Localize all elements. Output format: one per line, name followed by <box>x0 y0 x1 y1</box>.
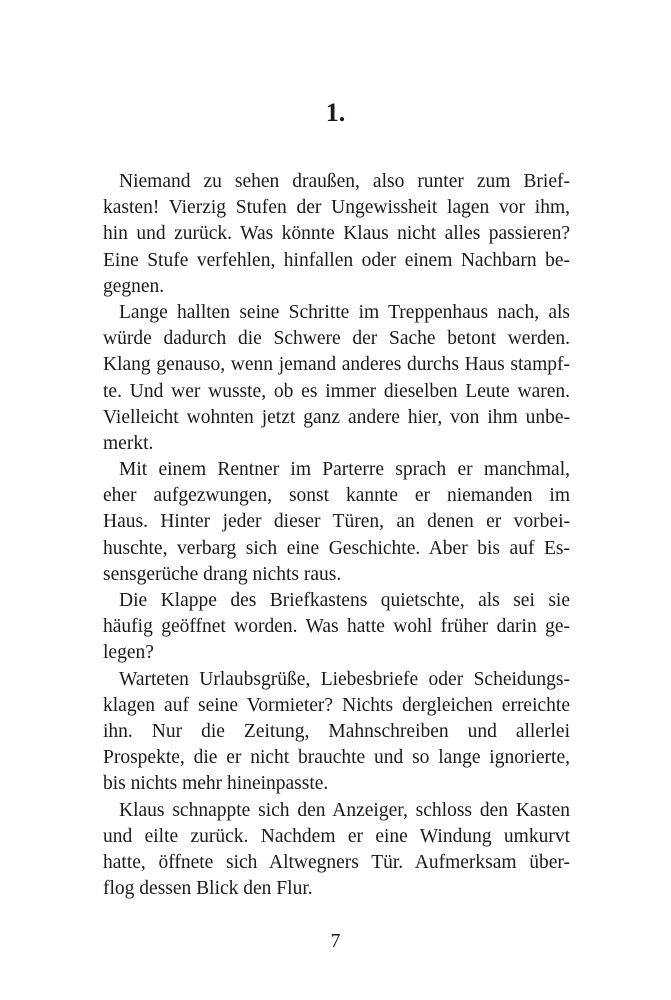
text-line: hin und zurück. Was könnte Klaus nicht alles passieren? <box>103 223 570 245</box>
text-line: legen? <box>103 642 154 664</box>
page-number: 7 <box>330 930 341 952</box>
text-line: Die Klappe des Briefkastens quietschte, als sei sie <box>119 590 570 611</box>
text-line: klagen auf seine Vormieter? Nichts dergleichen erreichte <box>103 694 570 716</box>
text-line: hatte, öffnete sich Altwegners Tür. Aufmerksam über- <box>103 851 570 873</box>
text-line: häufig geöffnet worden. Was hatte wohl früher darin ge- <box>103 616 570 638</box>
text-line: merkt. <box>103 432 154 454</box>
text-line: Vielleicht wohnten jetzt ganz andere hier, von ihm unbe- <box>103 406 570 428</box>
text-line: Haus. Hinter jeder dieser Türen, an denen er vorbei- <box>103 511 570 533</box>
text-line: bis nichts mehr hineinpasste. <box>103 773 329 795</box>
text-line: Klang genauso, wenn jemand anderes durchs Haus stampf- <box>103 354 570 376</box>
text-line: Prospekte, die er nicht brauchte und so lange ignorierte, <box>103 747 570 769</box>
text-line: Klaus schnappte sich den Anzeiger, schloss den Kasten <box>119 799 570 821</box>
text-line: Mit einem Rentner im Parterre sprach er manchmal, <box>119 459 570 481</box>
text-line: Niemand zu sehen draußen, also runter zum Brief- <box>119 171 570 192</box>
text-line: ihn. Nur die Zeitung, Mahnschreiben und allerlei <box>103 720 570 742</box>
text-line: flog dessen Blick den Flur. <box>103 878 313 900</box>
text-line: kasten! Vierzig Stufen der Ungewissheit lagen vor ihm, <box>103 197 570 219</box>
text-line: Warteten Urlaubsgrüße, Liebesbriefe oder Scheidungs- <box>119 668 570 690</box>
text-line: huschte, verbarg sich eine Geschichte. Aber bis auf Es- <box>103 537 570 559</box>
text-line: würde dadurch die Schwere der Sache betont werden. <box>103 328 570 350</box>
body-text <box>103 169 570 902</box>
text-line: eher aufgezwungen, sonst kannte er niemanden im <box>103 485 570 507</box>
text-line: Lange hallten seine Schritte im Treppenhaus nach, als <box>119 301 570 323</box>
chapter-title: 1. <box>325 98 346 127</box>
text-line: und eilte zurück. Nachdem er eine Windung umkurvt <box>103 825 570 847</box>
text-line: gegnen. <box>103 275 165 297</box>
text-line: Eine Stufe verfehlen, hinfallen oder einem Nachbarn be- <box>103 249 570 271</box>
text-line: sensgerüche drang nichts raus. <box>103 563 342 585</box>
text-line: te. Und wer wusste, ob es immer dieselben Leute waren. <box>103 380 570 402</box>
